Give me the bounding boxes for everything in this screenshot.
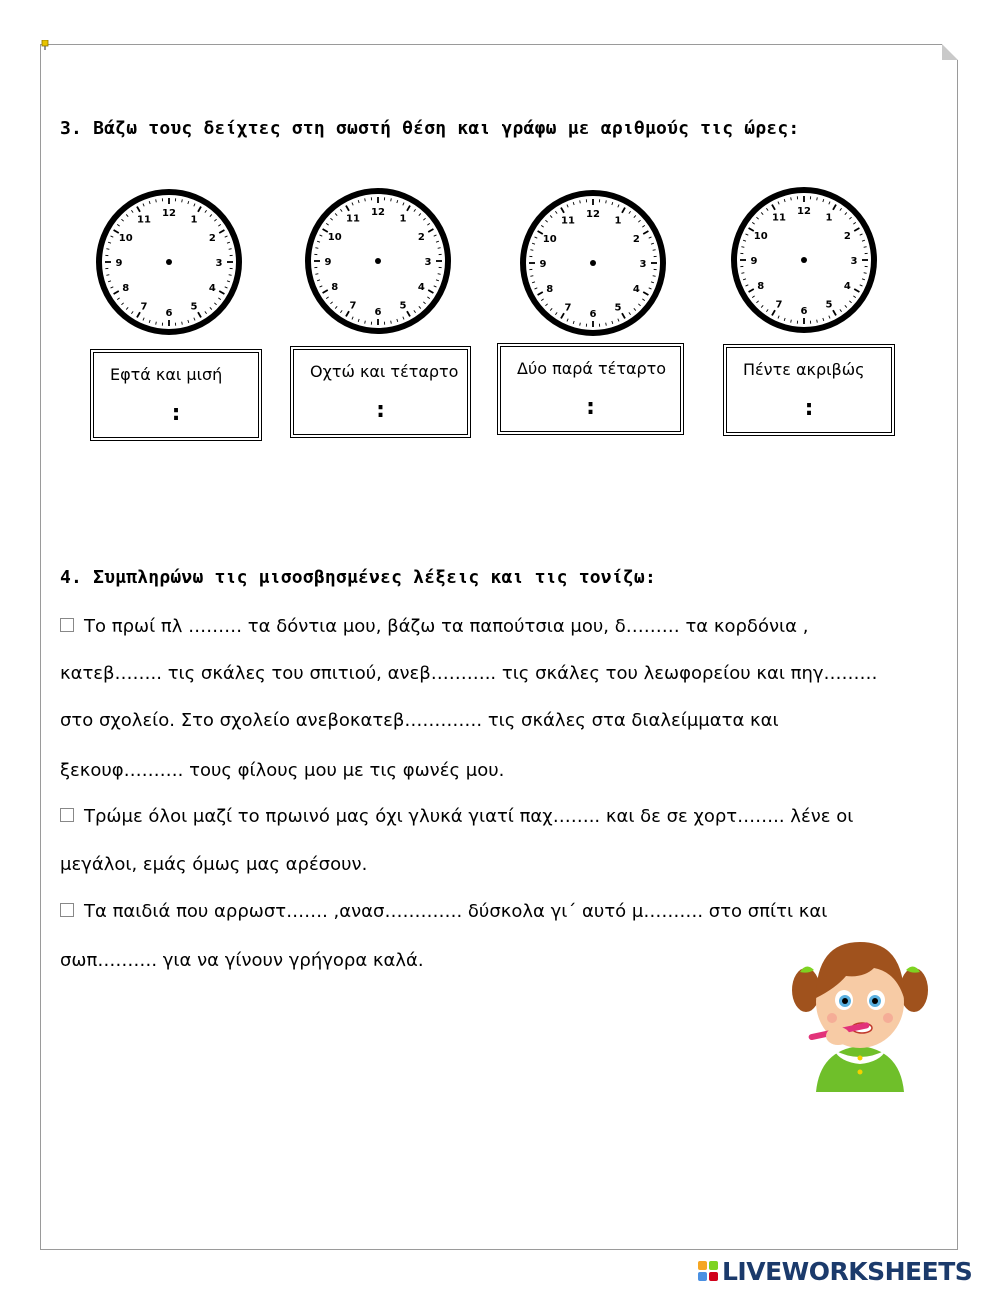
clock-tick: [229, 275, 232, 276]
clock-tick: [791, 320, 792, 323]
clock-number: 9: [539, 259, 547, 270]
clock-tick: [817, 320, 818, 323]
liveworksheets-logo: [698, 1256, 972, 1286]
line-text: κατεβ…….. τις σκάλες του σπιτιού, ανεβ……….. τις σκάλες του λεωφορείου και πηγ………: [60, 663, 878, 684]
clock-number: 10: [118, 233, 133, 244]
clock-number: 10: [327, 232, 342, 243]
clock-number: 10: [542, 234, 557, 245]
clock-number: 5: [190, 301, 198, 313]
text-line: [60, 712, 779, 730]
line-text: Τα παιδιά που αρρωστ……. ,ανασ…………. δύσκολα γι΄ αυτό μ………. στο σπίτι και: [84, 901, 828, 922]
clock-number: 12: [797, 206, 811, 217]
clock-number: 7: [349, 300, 357, 312]
time-answer-box[interactable]: [723, 344, 895, 436]
clock-number: 8: [122, 283, 130, 294]
clock-tick: [229, 249, 232, 250]
clock-number: 6: [165, 308, 173, 319]
clock-number: 9: [115, 258, 123, 269]
clock-tick: [741, 273, 744, 274]
clock-tick: [864, 273, 867, 274]
clock-number: 6: [374, 307, 382, 318]
time-label: Δύο παρά τέταρτο: [517, 359, 667, 378]
clock-tick: [791, 197, 792, 200]
clock-number: 7: [775, 299, 783, 311]
clock-face: [518, 188, 668, 338]
clock-number: 11: [772, 212, 786, 224]
line-text: μεγάλοι, εμάς όμως μας αρέσουν.: [60, 854, 368, 875]
text-line: [60, 762, 504, 780]
clock-number: 7: [564, 302, 572, 314]
question-4-title: 4. Συμπληρώνω τις μισοσβησμένες λέξεις και τις τονίζω:: [60, 567, 656, 588]
line-text: σωπ………. για να γίνουν γρήγορα καλά.: [60, 950, 424, 971]
clock-number: 3: [215, 258, 223, 269]
time-colon: :: [804, 396, 814, 421]
clock-tick: [653, 250, 656, 251]
pin-icon: [41, 40, 49, 50]
clock-tick: [391, 321, 392, 324]
clock-number: 3: [850, 256, 858, 267]
clock-tick: [606, 323, 607, 326]
line-text: στο σχολείο. Στο σχολείο ανεβοκατεβ…………. τις σκάλες στα διαλείμματα και: [60, 710, 779, 731]
time-colon: :: [586, 395, 595, 420]
clock-tick: [530, 276, 533, 277]
text-line: [60, 665, 878, 683]
clock-number: 1: [614, 215, 622, 227]
clock-tick: [438, 248, 441, 249]
clock-number: 11: [561, 215, 575, 227]
clock-number: 8: [331, 282, 339, 293]
clock-tick: [653, 276, 656, 277]
clock-number: 4: [632, 284, 640, 295]
page-fold-corner: [942, 44, 958, 60]
clock-center-dot: [801, 257, 807, 263]
clock-number: 9: [750, 256, 758, 267]
clock-face: [94, 187, 244, 337]
clock-number: 12: [586, 209, 600, 220]
time-answer-box[interactable]: [290, 346, 471, 438]
text-line: [60, 618, 808, 636]
logo-text: LIVEWORKSHEETS: [722, 1256, 973, 1286]
clock-tick: [315, 274, 318, 275]
clock-tick: [391, 198, 392, 201]
logo-square: [709, 1261, 718, 1270]
text-line: [60, 952, 424, 970]
clock-center-dot: [375, 258, 381, 264]
clock-number: 6: [800, 306, 808, 317]
question-3-title: 3. Βάζω τους δείχτες στη σωστή θέση και γράφω με αριθμούς τις ώρες:: [60, 118, 800, 139]
clock-center-dot: [166, 259, 172, 265]
text-line: [60, 856, 367, 874]
clock-face: [303, 186, 453, 336]
clock-tick: [817, 197, 818, 200]
time-label: Οχτώ και τέταρτο: [310, 362, 459, 381]
clock-tick: [580, 323, 581, 326]
clock-tick: [580, 200, 581, 203]
time-label: Εφτά και μισή: [110, 365, 223, 384]
clock-tick: [106, 249, 109, 250]
time-answer-box[interactable]: [497, 343, 684, 435]
clock-number: 2: [417, 232, 425, 243]
clock-number: 4: [208, 283, 216, 294]
clock-tick: [156, 199, 157, 202]
clock-tick: [438, 274, 441, 275]
bullet-box-icon: [60, 903, 74, 917]
logo-square: [698, 1272, 707, 1281]
clock-number: 3: [639, 259, 647, 270]
line-text: Τρώμε όλοι μαζί το πρωινό μας όχι γλυκά γιατί παχ…….. και δε σε χορτ…….. λένε οι: [84, 806, 854, 827]
time-label: Πέντε ακριβώς: [743, 360, 865, 379]
clock-face: [729, 185, 879, 335]
liveworksheets-mark-icon: [698, 1261, 718, 1281]
logo-square: [709, 1272, 718, 1281]
clock-tick: [530, 250, 533, 251]
clock-tick: [106, 275, 109, 276]
clock-number: 4: [843, 281, 851, 292]
clock-tick: [606, 200, 607, 203]
clock-number: 12: [371, 207, 385, 218]
clock-number: 2: [843, 231, 851, 242]
girl-brushing-teeth-illustration: [790, 932, 930, 1092]
clock-number: 9: [324, 257, 332, 268]
clock-number: 5: [825, 299, 833, 311]
clock-tick: [864, 247, 867, 248]
time-answer-box[interactable]: [90, 349, 262, 441]
clock-number: 3: [424, 257, 432, 268]
line-text: ξεκουφ………. τους φίλους μου με τις φωνές μου.: [60, 760, 505, 781]
text-line: [60, 903, 827, 921]
bullet-box-icon: [60, 618, 74, 632]
clock-number: 11: [346, 213, 360, 225]
logo-square: [698, 1261, 707, 1270]
clock-tick: [182, 199, 183, 202]
clock-number: 1: [190, 214, 198, 226]
clock-tick: [365, 198, 366, 201]
clock-number: 8: [546, 284, 554, 295]
clock-tick: [365, 321, 366, 324]
clock-number: 4: [417, 282, 425, 293]
clock-number: 12: [162, 208, 176, 219]
clock-number: 2: [208, 233, 216, 244]
clock-number: 5: [614, 302, 622, 314]
clock-tick: [315, 248, 318, 249]
clock-center-dot: [590, 260, 596, 266]
clock-tick: [741, 247, 744, 248]
clock-number: 1: [825, 212, 833, 224]
clock-number: 2: [632, 234, 640, 245]
text-line: [60, 808, 853, 826]
time-colon: :: [171, 401, 181, 426]
bullet-box-icon: [60, 808, 74, 822]
clock-number: 1: [399, 213, 407, 225]
clock-tick: [156, 322, 157, 325]
clock-number: 5: [399, 300, 407, 312]
clock-number: 7: [140, 301, 148, 313]
clock-number: 11: [137, 214, 151, 226]
time-colon: :: [376, 398, 385, 423]
clock-number: 6: [589, 309, 597, 320]
clock-number: 8: [757, 281, 765, 292]
clock-number: 10: [753, 231, 768, 242]
clock-tick: [182, 322, 183, 325]
line-text: Το πρωί πλ ……… τα δόντια μου, βάζω τα παπούτσια μου, δ……… τα κορδόνια ,: [84, 616, 809, 637]
